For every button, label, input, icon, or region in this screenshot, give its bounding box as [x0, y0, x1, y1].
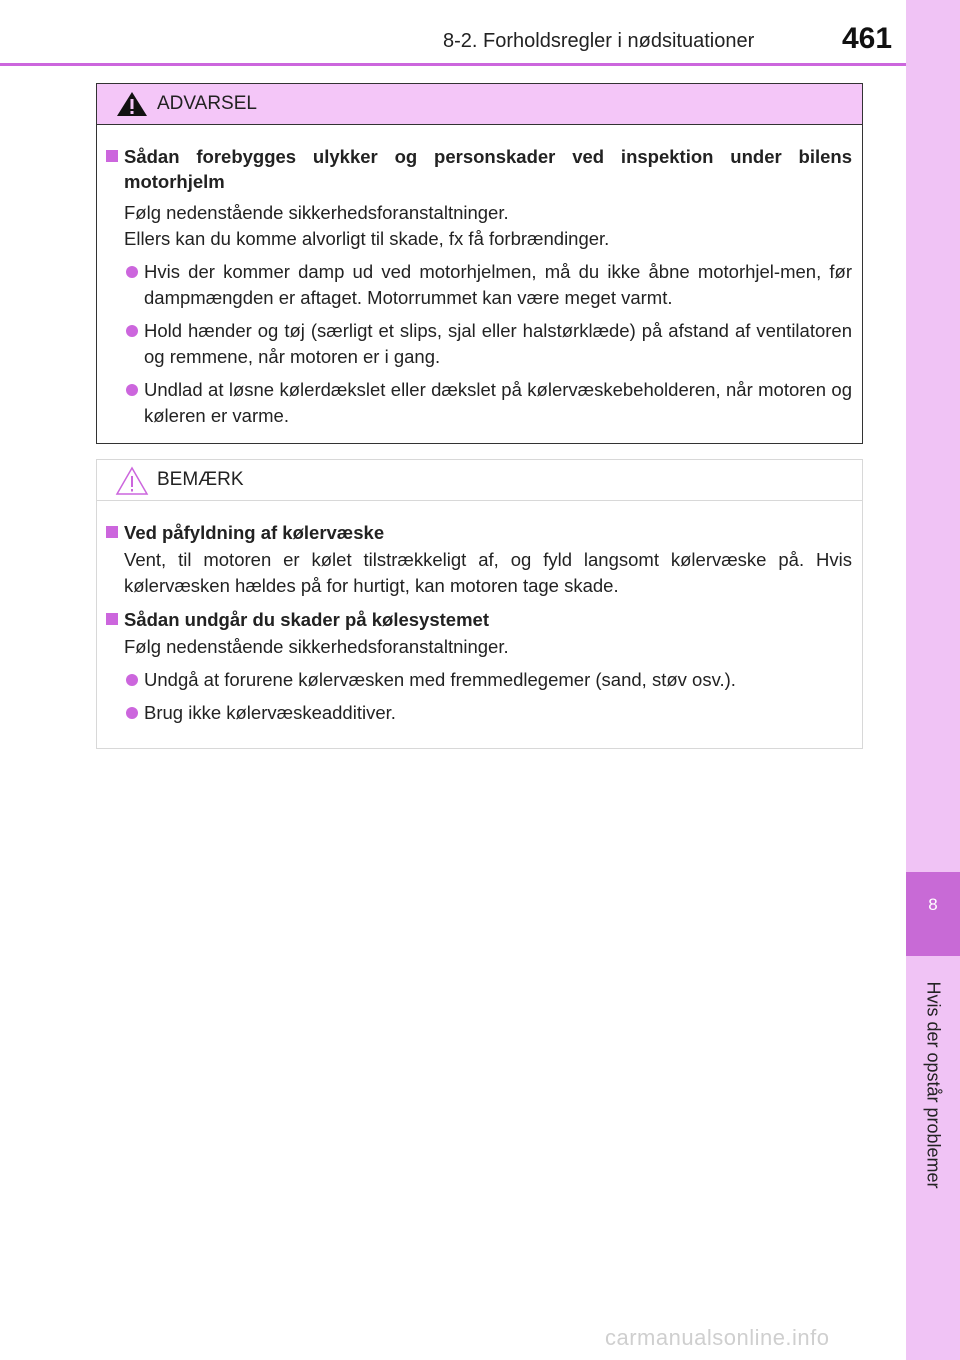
bullet-dot-icon — [126, 384, 138, 396]
note-label: BEMÆRK — [157, 469, 244, 490]
warning-triangle-icon — [115, 90, 149, 118]
note-section2-intro: Følg nedenstående sikkerhedsforanstaltninger. — [124, 636, 509, 657]
list-item — [104, 318, 852, 370]
note-section1-title — [104, 520, 852, 545]
warning-box-header — [97, 84, 862, 125]
bullet-dot-icon — [126, 325, 138, 337]
caution-outline-triangle-icon — [115, 466, 149, 496]
note-box — [96, 459, 863, 749]
bullet-dot-icon — [126, 707, 138, 719]
list-item — [104, 377, 852, 429]
section-title: 8-2. Forholdsregler i nødsituationer — [443, 30, 755, 52]
chapter-number: 8 — [928, 895, 938, 914]
warning-section-title-text: Sådan forebygges ulykker og personskader ved inspektion under bilens motorhjelm — [124, 146, 852, 192]
list-item-text: Hold hænder og tøj (særligt et slips, sjal eller halstørklæde) på afstand af ventilatoren og remmene, når motoren er i gang. — [144, 320, 852, 367]
list-item-text: Brug ikke kølervæskeadditiver. — [144, 702, 396, 723]
list-item-text: Undlad at løsne kølerdækslet eller dækslet på kølervæskebeholderen, når motoren og køleren er varme. — [144, 379, 852, 426]
note-section1-title-text: Ved påfyldning af kølervæske — [124, 522, 385, 543]
chapter-title: Hvis der opstår problemer — [923, 981, 944, 1189]
warning-intro-line2: Ellers kan du komme alvorligt til skade, fx få forbrændinger. — [124, 228, 610, 249]
list-item — [104, 700, 852, 726]
note-section2-title — [104, 607, 852, 632]
note-section1-text: Vent, til motoren er kølet tilstrækkeligt af, og fyld langsomt kølervæske på. Hvis kølervæsken hældes på for hurtigt, kan motoren tage skade. — [124, 549, 852, 596]
header-divider — [0, 63, 906, 66]
warning-intro-line1: Følg nedenstående sikkerhedsforanstaltninger. — [124, 202, 509, 223]
bullet-dot-icon — [126, 266, 138, 278]
square-bullet-icon — [106, 150, 118, 162]
warning-box — [96, 83, 863, 444]
bullet-dot-icon — [126, 674, 138, 686]
list-item — [104, 259, 852, 311]
warning-label: ADVARSEL — [157, 93, 257, 114]
note-box-header — [97, 460, 862, 501]
list-item-text: Hvis der kommer damp ud ved motorhjelmen, må du ikke åbne motorhjel-men, før dampmængden er aftaget. Motorrummet kan være meget varmt. — [144, 261, 852, 308]
watermark: carmanualsonline.info — [605, 1325, 830, 1350]
warning-section-title — [104, 144, 852, 194]
list-item — [104, 667, 852, 693]
square-bullet-icon — [106, 613, 118, 625]
page-number: 461 — [842, 22, 893, 55]
square-bullet-icon — [106, 526, 118, 538]
note-section2-title-text: Sådan undgår du skader på kølesystemet — [124, 609, 489, 630]
list-item-text: Undgå at forurene kølervæsken med fremmedlegemer (sand, støv osv.). — [144, 669, 736, 690]
